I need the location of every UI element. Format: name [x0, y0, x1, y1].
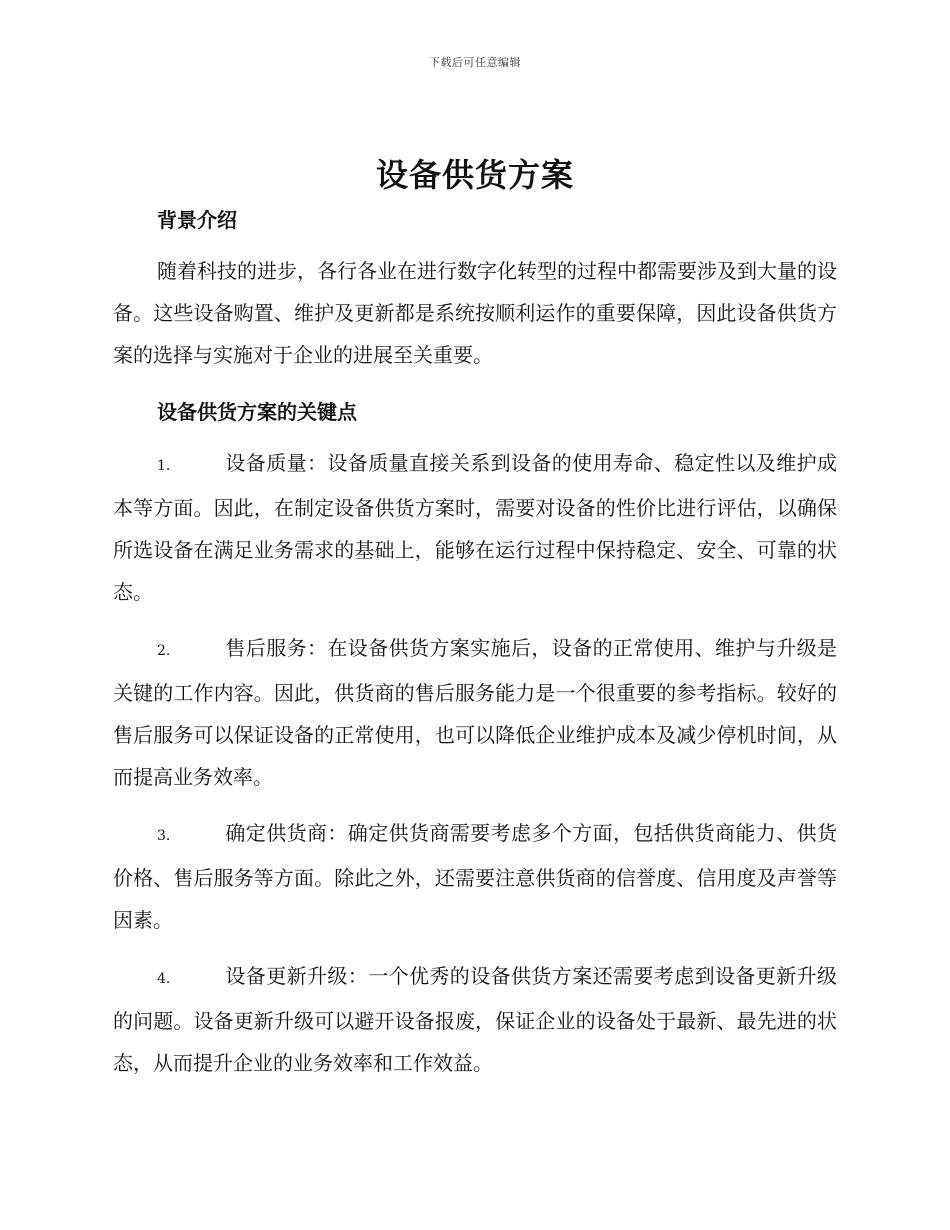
list-item-text: 确定供货商：确定供货商需要考虑多个方面，包括供货商能力、供货价格、售后服务等方面。除此之外，还需要注意供货商的信誉度、信用度及声誉等因素。	[113, 821, 837, 932]
list-item-number: 2.	[157, 643, 171, 659]
list-item-text: 设备质量：设备质量直接关系到设备的使用寿命、稳定性以及维护成本等方面。因此，在制定设备供货方案时，需要对设备的性价比进行评估，以确保所选设备在满足业务需求的基础上，能够在运行过程中保持稳定、安全、可靠的状态。	[113, 451, 837, 604]
list-item-text: 售后服务：在设备供货方案实施后，设备的正常使用、维护与升级是关键的工作内容。因此，供货商的售后服务能力是一个很重要的参考指标。较好的售后服务可以保证设备的正常使用，也可以降低企业维护成本及减少停机时间，从而提高业务效率。	[113, 636, 837, 789]
list-item-number: 4.	[157, 971, 171, 987]
list-item	[113, 442, 837, 613]
list-item	[113, 955, 837, 1084]
document-body	[113, 202, 837, 1098]
page-header: 下载后可任意编辑	[429, 56, 521, 69]
list-item	[113, 627, 837, 798]
document-title: 设备供货方案	[375, 156, 574, 194]
list-item	[113, 812, 837, 941]
background-paragraph: 随着科技的进步，各行各业在进行数字化转型的过程中都需要涉及到大量的设备。这些设备购置、维护及更新都是系统按顺利运作的重要保障，因此设备供货方案的选择与实施对于企业的进展至关重要。	[113, 259, 837, 367]
list-item-text: 设备更新升级：一个优秀的设备供货方案还需要考虑到设备更新升级的问题。设备更新升级可以避开设备报废，保证企业的设备处于最新、最先进的状态，从而提升企业的业务效率和工作效益。	[113, 964, 837, 1075]
list-item-number: 1.	[157, 458, 171, 474]
section-heading-background: 背景介绍	[157, 208, 237, 232]
section-heading-key-points: 设备供货方案的关键点	[157, 400, 357, 424]
list-item-number: 3.	[157, 828, 171, 844]
